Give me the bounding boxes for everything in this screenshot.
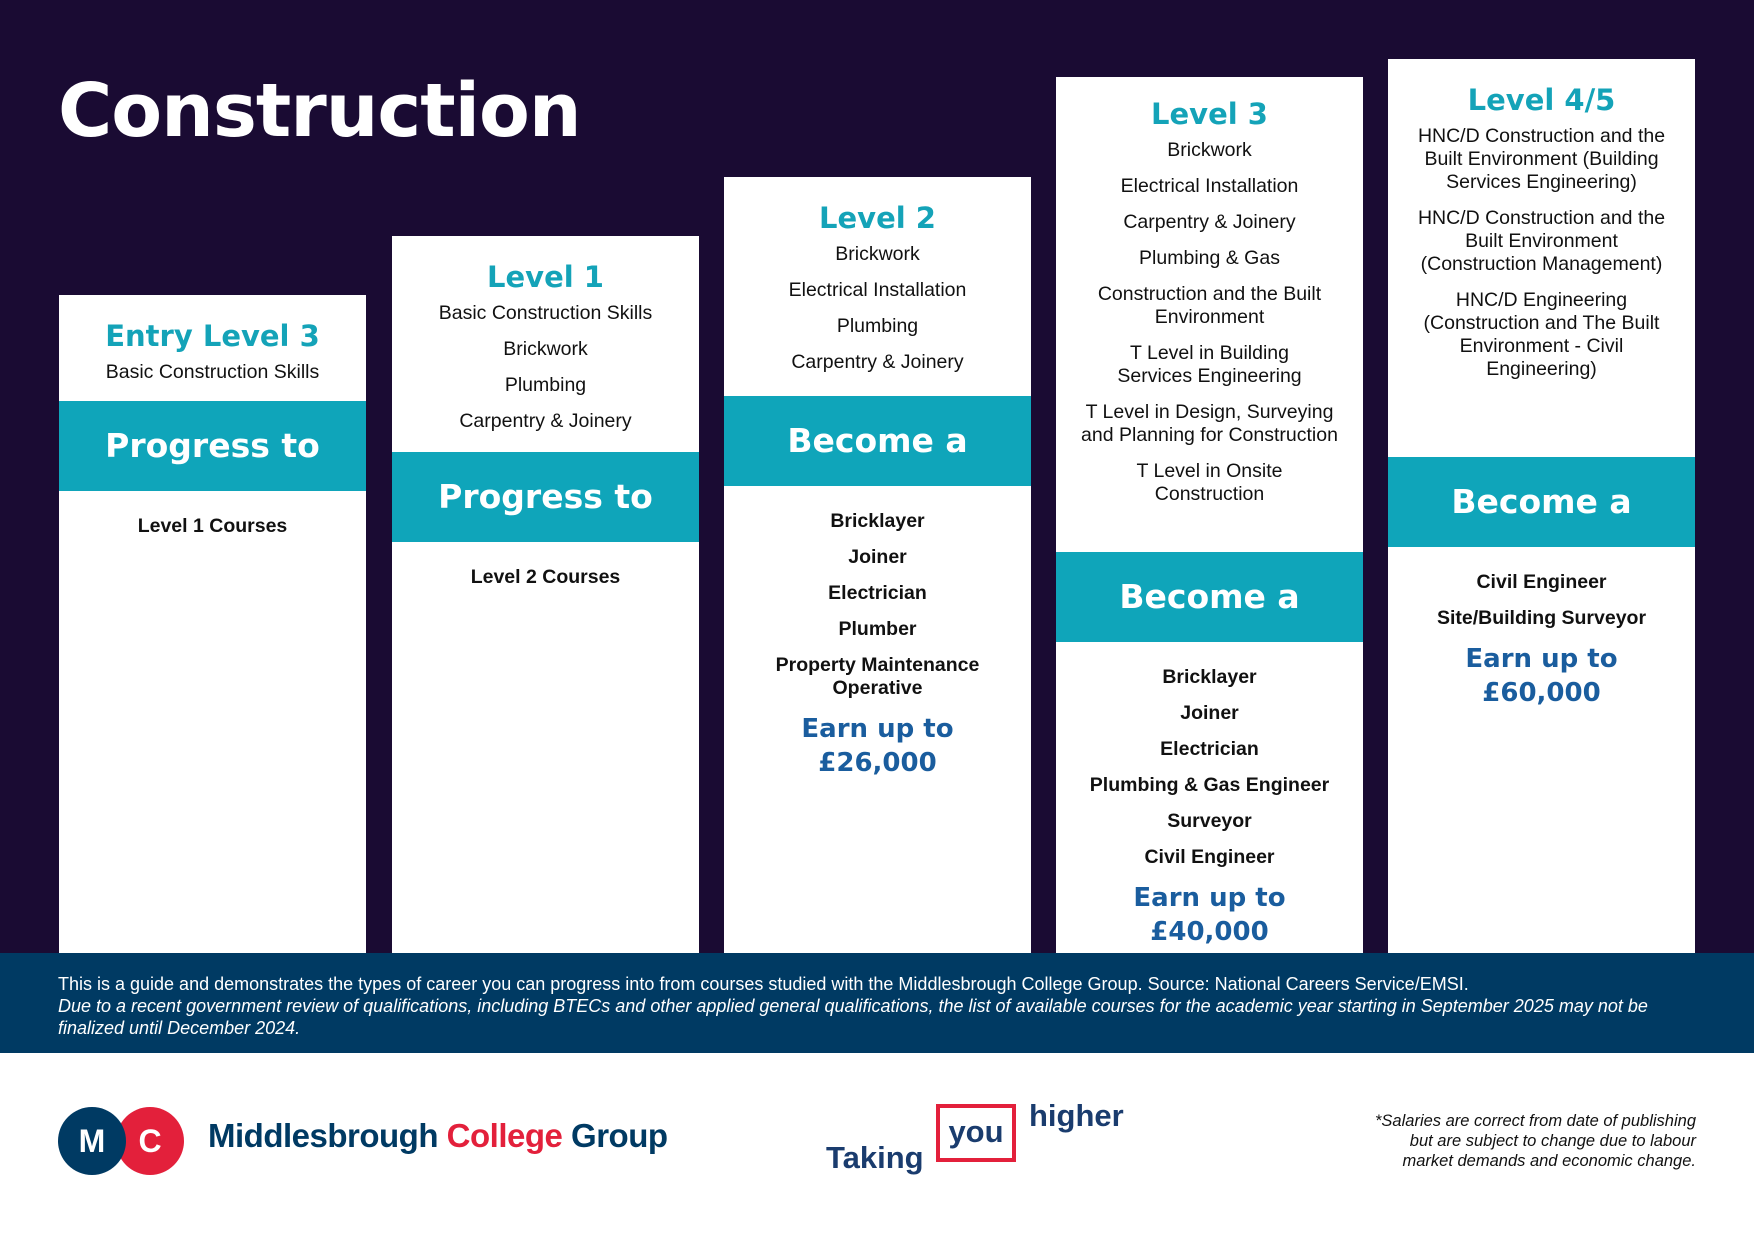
notice-bar <box>0 953 1754 1053</box>
become-band: Become a <box>1056 552 1363 642</box>
course-item: T Level in Design, Surveying and Planning for Construction <box>1081 401 1338 446</box>
outcome-item: Civil Engineer <box>1476 571 1607 593</box>
logo-word-middlesbrough: Middlesbrough <box>208 1117 438 1154</box>
column-outcomes <box>1388 547 1695 709</box>
page-title: Construction <box>58 68 581 154</box>
level-heading: Level 1 <box>487 260 604 294</box>
notice-text: This is a guide and demonstrates the types of career you can progress into from courses studied with the Middlesbrough College Group. Source: National Careers Service/EMSI. <box>58 974 1469 994</box>
column-courses <box>59 295 366 401</box>
course-item: Basic Construction Skills <box>105 361 320 383</box>
outcome-item: Plumbing & Gas Engineer <box>1089 774 1330 796</box>
course-item: Plumbing & Gas <box>1139 247 1280 269</box>
become-band: Become a <box>724 396 1031 486</box>
course-item: T Level in Onsite Construction <box>1136 460 1283 505</box>
course-item: HNC/D Engineering (Construction and The Built Environment - Civil Engineering) <box>1423 289 1660 380</box>
college-logo-text <box>208 1117 668 1155</box>
outcome-item: Plumber <box>838 618 917 640</box>
course-item: Construction and the Built Environment <box>1097 283 1322 328</box>
column-level-2 <box>724 177 1031 953</box>
level-heading: Level 4/5 <box>1467 83 1616 117</box>
column-courses <box>392 236 699 452</box>
outcome-item: Bricklayer <box>1162 666 1257 688</box>
outcome-item: Property Maintenance Operative <box>775 654 980 699</box>
tagline-higher: higher <box>1029 1098 1124 1133</box>
course-item: Plumbing <box>504 374 587 396</box>
course-item: T Level in Building Services Engineering <box>1117 342 1302 387</box>
column-outcomes <box>1056 642 1363 948</box>
salary-amount: £26,000 <box>818 748 937 778</box>
salary-label: Earn up to <box>801 714 954 744</box>
tagline-taking: Taking <box>826 1140 924 1175</box>
disclaimer-line: *Salaries are correct from date of publishing <box>1375 1112 1696 1130</box>
disclaimer-line: but are subject to change due to labour <box>1409 1132 1696 1150</box>
progress-band: Progress to <box>59 401 366 491</box>
column-level-1 <box>392 236 699 953</box>
course-item: Electrical Installation <box>788 279 967 301</box>
column-level-3 <box>1056 77 1363 953</box>
salary-amount: £40,000 <box>1150 917 1269 947</box>
column-outcomes <box>392 542 699 589</box>
course-item: Electrical Installation <box>1120 175 1299 197</box>
column-outcomes <box>724 486 1031 779</box>
logo-c-circle: C <box>116 1107 184 1175</box>
logo-m-circle: M <box>58 1107 126 1175</box>
course-item: HNC/D Construction and the Built Environment (Building Services Engineering) <box>1417 125 1666 193</box>
logo-word-college: College <box>446 1117 563 1154</box>
course-item: Carpentry & Joinery <box>459 410 632 432</box>
course-item: Carpentry & Joinery <box>1123 211 1296 233</box>
column-courses <box>1388 59 1695 457</box>
level-heading: Level 2 <box>819 201 936 235</box>
notice-italic-text: Due to a recent government review of qualifications, including BTECs and other applied general qualifications, the list of available courses for the academic year starting in September 2025 may not be finalized until December 2024. <box>58 996 1648 1038</box>
tagline-you-box: you <box>936 1104 1016 1162</box>
outcome-item: Joiner <box>1180 702 1239 724</box>
course-item: HNC/D Construction and the Built Environment (Construction Management) <box>1417 207 1666 275</box>
level-heading: Entry Level 3 <box>105 319 320 353</box>
course-item: Basic Construction Skills <box>438 302 653 324</box>
outcome-item: Civil Engineer <box>1144 846 1275 868</box>
course-item: Brickwork <box>1167 139 1252 161</box>
course-item: Brickwork <box>503 338 588 360</box>
disclaimer-line: market demands and economic change. <box>1402 1152 1696 1170</box>
outcome-item: Surveyor <box>1167 810 1252 832</box>
progress-band: Progress to <box>392 452 699 542</box>
outcome-item: Joiner <box>848 546 907 568</box>
column-courses <box>724 177 1031 396</box>
column-level-4-5 <box>1388 59 1695 953</box>
course-item: Brickwork <box>835 243 920 265</box>
outcome-item: Bricklayer <box>830 510 925 532</box>
salary-amount: £60,000 <box>1482 678 1601 708</box>
salary-label: Earn up to <box>1133 883 1286 913</box>
tagline-logo <box>826 1098 1136 1178</box>
outcome-item: Site/Building Surveyor <box>1436 607 1647 629</box>
course-item: Carpentry & Joinery <box>791 351 964 373</box>
level-heading: Level 3 <box>1151 97 1268 131</box>
become-band: Become a <box>1388 457 1695 547</box>
outcome-item: Electrician <box>1160 738 1259 760</box>
salary-disclaimer <box>1375 1111 1696 1171</box>
logo-word-group: Group <box>571 1117 668 1154</box>
outcome-item: Level 1 Courses <box>137 515 288 537</box>
course-item: Plumbing <box>836 315 919 337</box>
column-courses <box>1056 77 1363 552</box>
column-outcomes <box>59 491 366 538</box>
outcome-item: Level 2 Courses <box>470 566 621 588</box>
column-entry-level-3 <box>59 295 366 953</box>
outcome-item: Electrician <box>828 582 927 604</box>
salary-label: Earn up to <box>1465 644 1618 674</box>
